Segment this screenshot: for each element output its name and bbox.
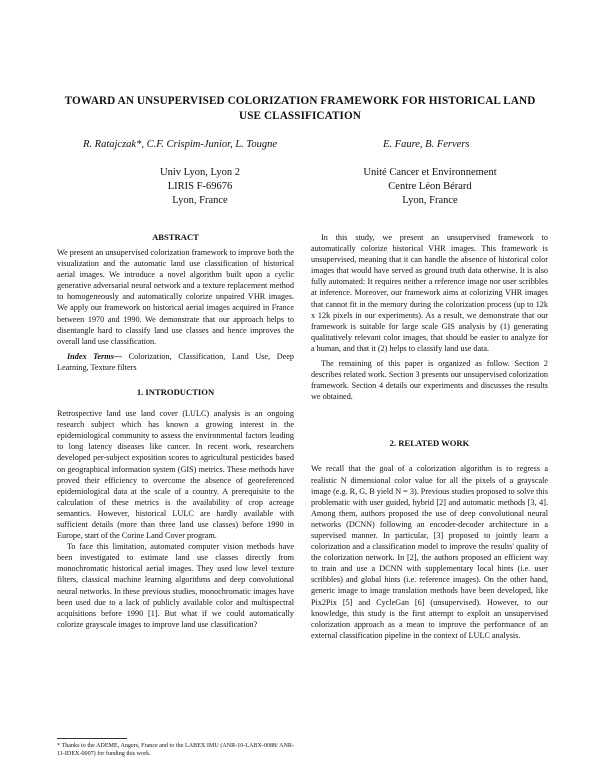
affiliation-left-line: LIRIS F-69676 (167, 181, 233, 192)
affiliation-left-line: Univ Lyon, Lyon 2 (160, 167, 240, 178)
abstract-heading: ABSTRACT (152, 232, 199, 242)
related-work-paragraph: We recall that the goal of a colorization algorithm is to regress a realistic N dimensional color value for all the pixels of a grayscale image (e.g. R, G, B yield N = 3). Previous studies proposed to solve this problematic with user guided, hybrid [2] and automatic methods [3, 4]. Among them, authors proposed the use of deep convolutional neural networks (DCNN) following an encoder-decoder architecture in a supervised manner. In particular, [3] proposed to jointly learn a colorization and a classification model to improve the results' quality of the colorization network. In [2], the authors proposed an efficient way to train and use a DCNN with supplementary local hints (i.e. user scribbles) and global hints (i.e. reference images). On the other hand, generic image to image translation methods have been developed, like Pix2Pix [5] and CycleGan [6] (unsupervised). However, to our knowledge, this study is the first attempt to exploit an unsupervised colorization approach as a mean to improve the performance of an external classification pipeline in the context of LULC analysis. (311, 464, 548, 640)
right-column (311, 232, 548, 641)
footnote-rule (57, 738, 127, 739)
index-terms-label: Index Terms— (67, 351, 122, 361)
authors-left: R. Ratajczak*, C.F. Crispim-Junior, L. Tougne (83, 139, 277, 150)
affiliation-right-line: Unité Cancer et Environnement (363, 167, 497, 178)
authors-right: E. Faure, B. Fervers (383, 139, 470, 150)
paper-title: TOWARD AN UNSUPERVISED COLORIZATION FRAMEWORK FOR HISTORICAL LAND USE CLASSIFICATION (64, 95, 536, 122)
intro-paragraph-2: To face this limitation, automated computer vision methods have been investigated to estimate land use classes directly from monochromatic historical aerial images. They used low level texture filters, classical machine learning algorithms and deep convolutional neural networks. In these previous studies, monochromatic images have been used due to a lack of publicly available color and multispectral acquisitions before 1990 [1]. But what if we could automatically colorize grayscale images to improve land use classification? (57, 542, 294, 629)
affiliation-right (345, 166, 515, 208)
abstract-text: We present an unsupervised colorization framework to improve both the visualization and the automatic land use classification of historical aerial images. We introduce a novel algorithm built upon a cyclic generative adversarial neural network and a texture replacement method to homogeneously and automatically colorize unpaired VHR images. We apply our framework on historical aerial images acquired in France between 1970 and 1990. We demonstrate that our approach helps to disentangle hard to classify land use classes and hence improves the overall land use classification. (57, 248, 294, 346)
affiliation-right-line: Centre Léon Bérard (388, 181, 472, 192)
study-paragraph: In this study, we present an unsupervised framework to automatically colorize historical VHR images. This framework is unsupervised, meaning that it can handle the absence of historical color images that would have served as ground truth data otherwise. It is also fully automated: It requires neither a reference image nor user scribbles at inference. Moreover, our framework aims at colorizing VHR images that cannot fit in the memory during the colorization process (up to 12k x 12k pixels in our experiments). As a result, we demonstrate that our framework is suitable for large scale GIS analysis by (1) generating qualitatively relevant color images, that should be easier to analyze for a human, and that it (2) helps to classify land use data. (311, 233, 548, 353)
affiliation-left-line: Lyon, France (172, 195, 228, 206)
footnote: * Thanks to the ADEME, Angers, France and to the LABEX IMU (ANR-10-LABX-0088/ ANR-11-IDEX-0007) for funding this work. (57, 743, 294, 757)
organization-paragraph: The remaining of this paper is organized as follow. Section 2 describes related work. Section 3 presents our unsupervised colorization framework. Section 4 details our experiments and discusses the results we obtained. (311, 359, 548, 402)
index-terms (57, 351, 294, 373)
index-terms-text: Colorization, Classification, Land Use, Deep Learning, Texture filters (57, 351, 294, 372)
intro-paragraph-1: Retrospective land use land cover (LULC) analysis is an ongoing research subject which has known a growing interest in the epidemiological community to assess the environmental factors leading to long latency diseases like cancer. In recent work, researchers developed per-subject exposition scores to agricultural pesticides based on geographical information system (GIS) metrics. These methods have proved their efficiency to overcome the absence of georeferenced epidemiological data at the scale of a country. A prerequisite to the calculation of these metrics is the availability of crop acreage semantics. However, historical LULC are hardly available with sufficient details (more than three land use classes) before 1990 in Europe, start of the Corine Land Cover program. (57, 409, 294, 541)
affiliation-right-line: Lyon, France (402, 195, 458, 206)
affiliation-left (130, 166, 270, 208)
related-work-heading: 2. RELATED WORK (389, 438, 470, 449)
left-column (57, 232, 294, 630)
introduction-heading: 1. INTRODUCTION (136, 387, 215, 398)
